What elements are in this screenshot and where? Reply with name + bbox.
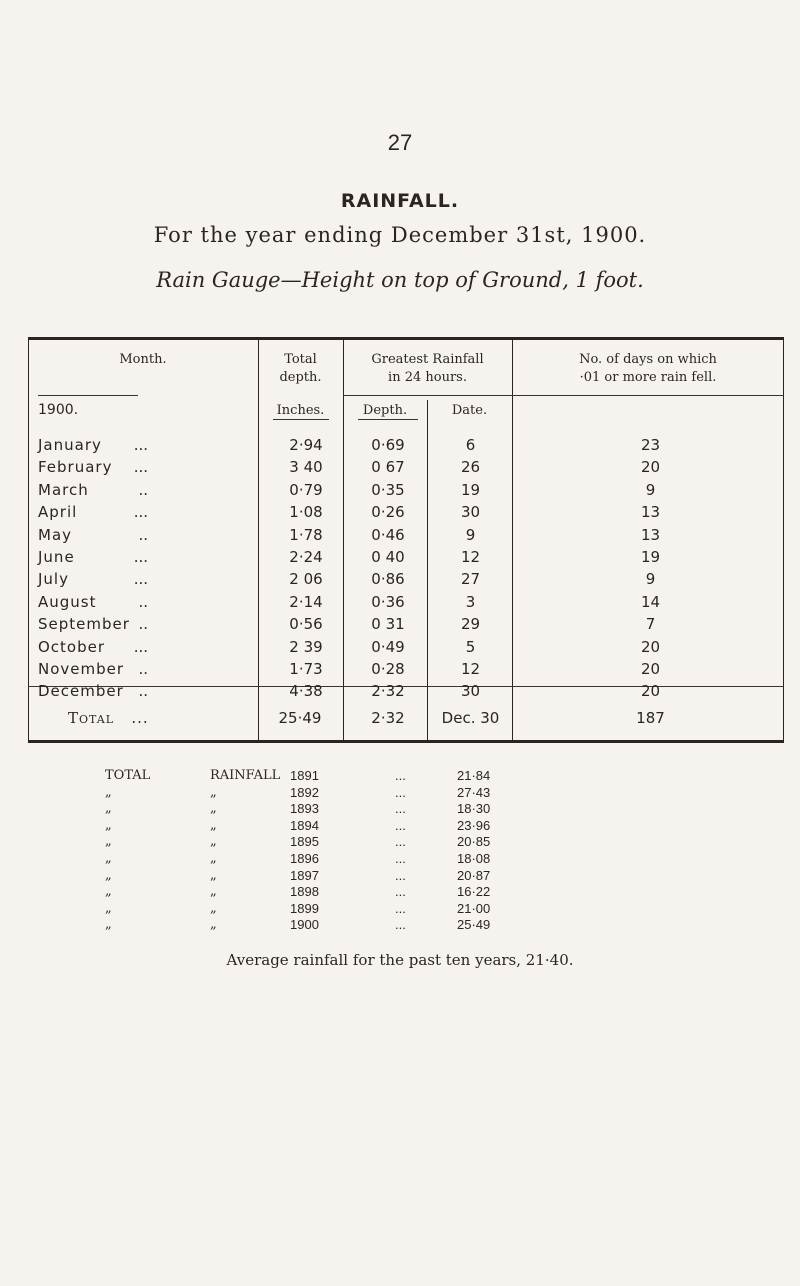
summary-label-a: „ xyxy=(105,867,112,883)
total-depth-cell: 0·79 xyxy=(289,480,323,499)
dots-cell: ... xyxy=(133,503,148,522)
summary-year: 1896 xyxy=(290,851,319,866)
greatest-date-cell: 30 xyxy=(460,503,481,522)
greatest-date-cell: 12 xyxy=(460,548,481,566)
summary-row xyxy=(105,801,705,817)
rain-days-cell: 13 xyxy=(640,525,661,544)
summary-value: 25·49 xyxy=(457,917,491,933)
total-depth-cell: 2·24 xyxy=(289,548,323,566)
total-depth-cell: 0·56 xyxy=(289,615,323,634)
page-subtitle: For the year ending December 31st, 1900. xyxy=(153,223,647,247)
unit-date: Date. xyxy=(451,403,488,418)
greatest-date-cell: 6 xyxy=(465,436,476,454)
summary-row xyxy=(105,917,705,933)
summary-year: 1895 xyxy=(290,834,319,850)
month-cell: August xyxy=(38,592,97,611)
greatest-depth-cell: 0 67 xyxy=(371,458,405,477)
table-caption: Rain Gauge—Height on top of Ground, 1 foot. xyxy=(156,268,644,292)
month-cell: October xyxy=(38,637,106,656)
summary-row xyxy=(105,851,705,867)
month-cell: May xyxy=(38,525,73,544)
summary-label-a: „ xyxy=(105,801,112,817)
total-date: Dec. 30 xyxy=(441,709,500,727)
units-rule-depth xyxy=(358,419,418,420)
rain-days-cell: 20 xyxy=(640,660,661,678)
header-total-line2: depth. xyxy=(279,370,322,385)
greatest-depth-cell: 0·69 xyxy=(371,436,405,454)
total-depth-cell: 1·73 xyxy=(289,660,323,678)
units-rule xyxy=(273,419,329,420)
summary-label-b: „ xyxy=(210,817,217,833)
summary-dots: ... xyxy=(395,900,406,916)
greatest-date-cell: 12 xyxy=(460,660,481,678)
summary-dots: ... xyxy=(395,784,406,800)
total-greatest: 2·32 xyxy=(371,709,405,727)
total-depth-cell: 1·78 xyxy=(289,525,323,544)
summary-label-a: „ xyxy=(105,817,112,833)
summary-label-b: „ xyxy=(210,867,217,883)
header-greatest-line1: Greatest Rainfall xyxy=(371,352,484,367)
greatest-depth-cell: 0·86 xyxy=(371,570,405,589)
summary-year: 1894 xyxy=(290,817,319,833)
month-cell: December xyxy=(38,682,124,701)
summary-row xyxy=(105,901,705,917)
greatest-date-cell: 26 xyxy=(460,458,481,477)
total-depth-cell: 2·14 xyxy=(289,592,323,611)
month-cell: March xyxy=(38,480,89,499)
dots-cell: ... xyxy=(133,458,148,477)
summary-label-a: „ xyxy=(105,834,112,850)
month-cell: April xyxy=(38,503,78,522)
total-dots: ... xyxy=(131,709,149,727)
dots-cell: .. xyxy=(138,660,148,678)
summary-label-a: „ xyxy=(105,917,112,933)
average-note: Average rainfall for the past ten years, 21·40. xyxy=(226,951,574,969)
summary-label-b: „ xyxy=(210,784,217,800)
greatest-date-cell: 27 xyxy=(460,570,481,589)
summary-label-a: TOTAL xyxy=(105,768,151,783)
month-cell: November xyxy=(38,660,125,678)
summary-dots: ... xyxy=(395,801,406,817)
summary-value: 20·85 xyxy=(457,834,491,850)
total-depth: 25·49 xyxy=(278,709,322,727)
greatest-depth-cell: 0·28 xyxy=(371,660,405,678)
summary-label-a: „ xyxy=(105,851,112,866)
rain-days-cell: 13 xyxy=(640,503,661,522)
total-label-first: T xyxy=(68,709,80,727)
greatest-depth-cell: 0·46 xyxy=(371,525,405,544)
total-depth-cell: 2 06 xyxy=(289,570,323,589)
header-days-line2: ·01 or more rain fell. xyxy=(579,370,717,385)
header-month: Month. xyxy=(119,352,167,367)
greatest-date-cell: 30 xyxy=(460,682,481,701)
header-rule-month xyxy=(38,395,138,396)
rainfall-table xyxy=(28,337,784,743)
page-number: 27 xyxy=(387,130,413,155)
greatest-depth-cell: 0 40 xyxy=(371,548,405,566)
summary-year: 1900 xyxy=(290,917,319,933)
summary-year: 1893 xyxy=(290,801,319,817)
summary-year: 1892 xyxy=(290,784,319,800)
total-days: 187 xyxy=(636,709,665,727)
rain-days-cell: 20 xyxy=(640,682,661,701)
total-label xyxy=(68,709,149,727)
summary-row xyxy=(105,785,705,801)
summary-row xyxy=(105,834,705,850)
summary-dots: ... xyxy=(395,917,406,933)
header-total-line1: Total xyxy=(284,352,317,367)
summary-dots: ... xyxy=(395,884,406,900)
year-label: 1900. xyxy=(38,402,79,418)
summary-year: 1891 xyxy=(290,768,319,783)
dots-cell: ... xyxy=(133,436,148,454)
summary-label-b: „ xyxy=(210,801,217,817)
summary-row xyxy=(105,818,705,834)
rain-days-cell: 9 xyxy=(645,570,656,589)
greatest-date-cell: 3 xyxy=(465,592,476,611)
greatest-depth-cell: 0 31 xyxy=(371,615,405,634)
summary-value: 20·87 xyxy=(457,867,491,883)
summary-label-a: „ xyxy=(105,884,112,900)
greatest-date-cell: 9 xyxy=(465,525,476,544)
summary-dots: ... xyxy=(395,768,406,783)
rain-days-cell: 20 xyxy=(640,637,661,656)
summary-label-a: „ xyxy=(105,784,112,800)
dots-cell: ... xyxy=(133,637,148,656)
summary-value: 21·84 xyxy=(457,768,491,783)
month-cell: February xyxy=(38,458,113,477)
dots-cell: .. xyxy=(138,525,148,544)
rain-days-cell: 9 xyxy=(645,480,656,499)
header-rule-greatest xyxy=(343,395,512,396)
greatest-date-cell: 19 xyxy=(460,480,481,499)
summary-dots: ... xyxy=(395,851,406,866)
rain-days-cell: 19 xyxy=(640,548,661,566)
dots-cell: ... xyxy=(133,570,148,589)
summary-value: 23·96 xyxy=(457,817,491,833)
summary-year: 1898 xyxy=(290,884,319,900)
table-top-rule xyxy=(28,337,784,340)
summary-row xyxy=(105,768,705,784)
rain-days-cell: 23 xyxy=(640,436,661,454)
summary-label-b: RAINFALL xyxy=(210,768,281,783)
dots-cell: .. xyxy=(138,480,148,499)
summary-label-b: „ xyxy=(210,884,217,900)
greatest-depth-cell: 0·26 xyxy=(371,503,405,522)
summary-value: 18·30 xyxy=(457,801,491,817)
summary-dots: ... xyxy=(395,867,406,883)
summary-dots: ... xyxy=(395,834,406,850)
header-days-line1: No. of days on which xyxy=(579,352,717,367)
summary-row xyxy=(105,868,705,884)
total-depth-cell: 4·38 xyxy=(289,682,323,701)
dots-cell: .. xyxy=(138,682,148,701)
rain-days-cell: 7 xyxy=(645,615,656,634)
summary-label-a: „ xyxy=(105,900,112,916)
greatest-depth-cell: 2·32 xyxy=(371,682,405,701)
rain-days-cell: 20 xyxy=(640,458,661,477)
total-depth-cell: 3 40 xyxy=(289,458,323,477)
summary-value: 16·22 xyxy=(457,884,491,900)
summary-dots: ... xyxy=(395,817,406,833)
total-depth-cell: 1·08 xyxy=(289,503,323,522)
summary-value: 21·00 xyxy=(457,900,491,916)
unit-inches: Inches. xyxy=(276,403,325,418)
unit-depth: Depth. xyxy=(362,403,408,418)
summary-value: 18·08 xyxy=(457,851,491,866)
month-cell: June xyxy=(38,548,75,566)
greatest-depth-cell: 0·36 xyxy=(371,592,405,611)
summary-year: 1899 xyxy=(290,900,319,916)
summary-label-b: „ xyxy=(210,851,217,866)
summary-value: 27·43 xyxy=(457,784,491,800)
summary-year: 1897 xyxy=(290,867,319,883)
rain-days-cell: 14 xyxy=(640,592,661,611)
total-depth-cell: 2 39 xyxy=(289,637,323,656)
summary-label-b: „ xyxy=(210,917,217,933)
summary-label-b: „ xyxy=(210,900,217,916)
table-bottom-rule xyxy=(28,740,784,743)
header-rule-days xyxy=(512,395,784,396)
summary-row xyxy=(105,884,705,900)
total-label-rest: OTAL xyxy=(79,713,115,726)
dots-cell: ... xyxy=(133,548,148,566)
greatest-depth-cell: 0·49 xyxy=(371,637,405,656)
month-cell: September xyxy=(38,615,130,634)
dots-cell: .. xyxy=(138,592,148,611)
dots-cell: .. xyxy=(138,615,148,634)
greatest-date-cell: 29 xyxy=(460,615,481,634)
month-cell: January xyxy=(38,436,102,454)
header-greatest-line2: in 24 hours. xyxy=(388,370,467,385)
summary-label-b: „ xyxy=(210,834,217,850)
greatest-date-cell: 5 xyxy=(465,637,476,656)
total-depth-cell: 2·94 xyxy=(289,436,323,454)
month-cell: July xyxy=(38,570,69,589)
greatest-depth-cell: 0·35 xyxy=(371,480,405,499)
page-heading: RAINFALL. xyxy=(340,190,460,212)
